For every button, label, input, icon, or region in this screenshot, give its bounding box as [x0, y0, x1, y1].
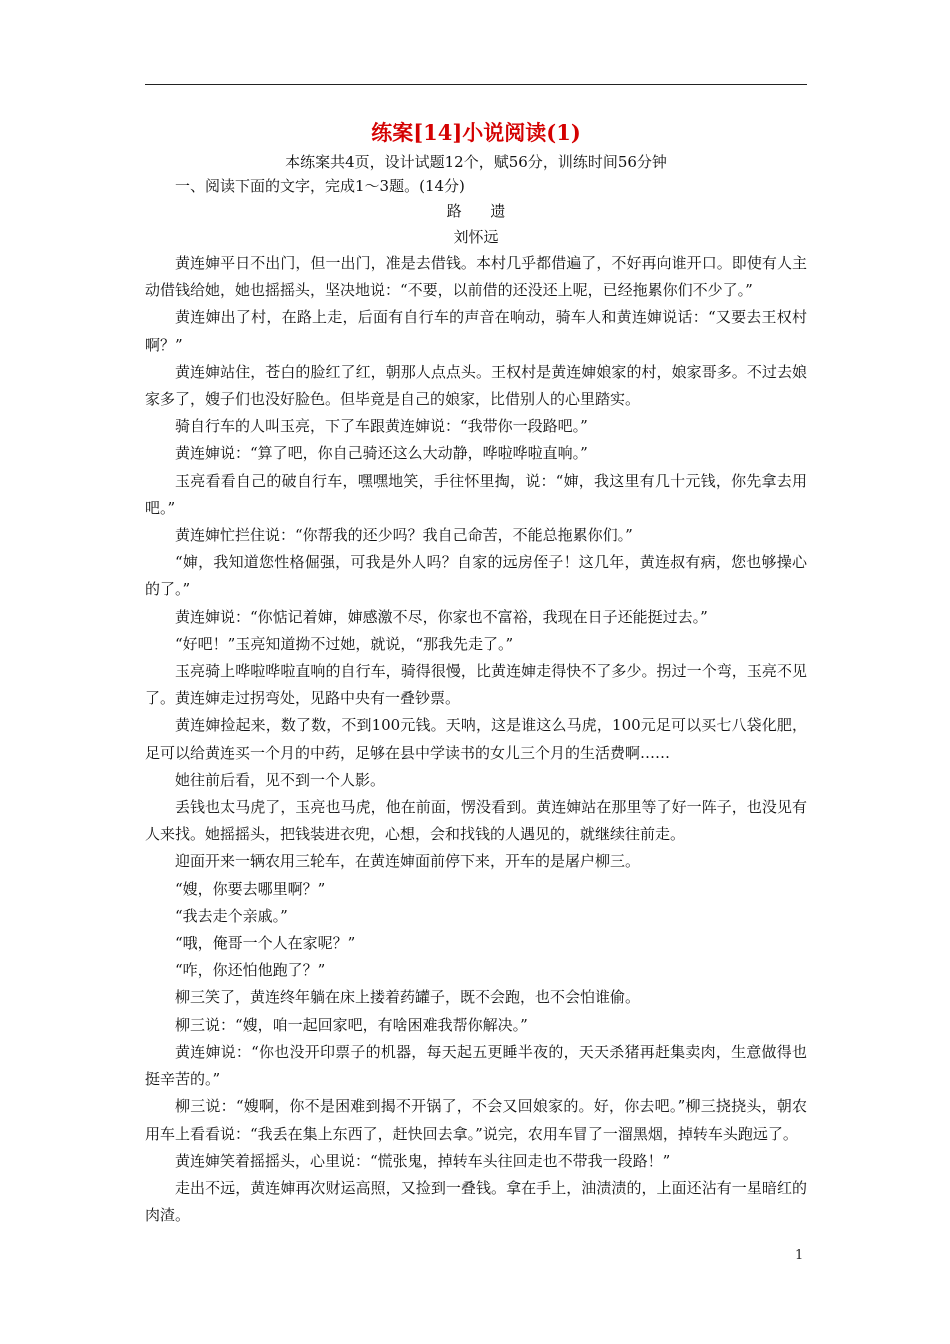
- story-paragraph: “嫂，你要去哪里啊？”: [175, 879, 326, 898]
- story-paragraph: 玉亮骑上哗啦哗啦直响的自行车，骑得很慢，比黄连婶走得快不了多少。拐过一个弯，玉亮不见了。黄连婶走过拐弯处，见路中央有一叠钞票。: [145, 662, 807, 708]
- story-title: 路 遗: [446, 202, 518, 220]
- story-paragraph: 她往前后看，见不到一个人影。: [175, 770, 386, 789]
- story-paragraph: 迎面开来一辆农用三轮车，在黄连婶面前停下来，开车的是屠户柳三。: [175, 852, 641, 871]
- story-paragraph: 走出不远，黄连婶再次财运高照，又捡到一叠钱。拿在手上，油渍渍的，上面还沾有一星暗红的肉渣。: [145, 1178, 807, 1225]
- section-instruction: 一、阅读下面的文字，完成1～3题。(14分): [175, 177, 465, 195]
- story-text: [145, 250, 807, 1229]
- story-paragraph: 黄连婶忙拦住说：“你帮我的还少吗？我自己命苦，不能总拖累你们。”: [175, 526, 633, 545]
- story-paragraph: 黄连婶出了村，在路上走，后面有自行车的声音在响动，骑车人和黄连婶说话：“又要去王权村啊？”: [145, 308, 807, 354]
- story-paragraph: “我去走个亲戚。”: [175, 906, 288, 925]
- story-paragraph: 柳三笑了，黄连终年躺在床上搂着药罐子，既不会跑，也不会怕谁偷。: [175, 988, 641, 1007]
- story-paragraph: 柳三说：“嫂啊，你不是困难到揭不开锅了，不会又回娘家的。好，你去吧。”柳三挠挠头，朝农用车上看看说：“我丢在集上东西了，赶快回去拿。”说完，农用车冒了一溜黑烟，掉转车头跑远了。: [145, 1097, 807, 1143]
- story-author: 刘怀远: [453, 228, 499, 246]
- header-rule: [145, 84, 807, 85]
- story-paragraph: 黄连婶站住，苍白的脸红了红，朝那人点点头。王权村是黄连婶娘家的村，娘家哥多。不过去娘家多了，嫂子们也没好脸色。但毕竟是自己的娘家，比借别人的心里踏实。: [145, 362, 807, 409]
- page-number: 1: [795, 1248, 804, 1263]
- story-paragraph: 骑自行车的人叫玉亮，下了车跟黄连婶说：“我带你一段路吧。”: [175, 417, 588, 436]
- story-paragraph: “咋，你还怕他跑了？”: [175, 961, 326, 980]
- page-title: 练案[14]小说阅读(1): [371, 120, 581, 145]
- story-paragraph: “好吧！”玉亮知道拗不过她，就说，“那我先走了。”: [175, 634, 514, 653]
- story-paragraph: 黄连婶说：“算了吧，你自己骑还这么大动静，哗啦哗啦直响。”: [175, 444, 588, 463]
- story-paragraph: 丢钱也太马虎了，玉亮也马虎，他在前面，愣没看到。黄连婶站在那里等了好一阵子，也没见有人来找。她摇摇头，把钱装进衣兜，心想，会和找钱的人遇见的，就继续往前走。: [145, 798, 807, 844]
- exercise-meta: 本练案共4页，设计试题12个，赋56分，训练时间56分钟: [285, 153, 667, 171]
- story-paragraph: 黄连婶笑着摇摇头，心里说：“慌张鬼，掉转车头往回走也不带我一段路！”: [175, 1151, 671, 1170]
- story-paragraph: “婶，我知道您性格倔强，可我是外人吗？自家的远房侄子！这几年，黄连叔有病，您也够操心的了。”: [145, 553, 807, 599]
- story-paragraph: 黄连婶平日不出门，但一出门，准是去借钱。本村几乎都借遍了，不好再向谁开口。即使有人主动借钱给她，她也摇摇头，坚决地说：“不要，以前借的还没还上呢，已经拖累你们不少了。”: [145, 254, 807, 300]
- story-paragraph: 黄连婶说：“你惦记着婶，婶感激不尽，你家也不富裕，我现在日子还能挺过去。”: [175, 607, 708, 626]
- story-paragraph: 黄连婶说：“你也没开印票子的机器，每天起五更睡半夜的，天天杀猪再赶集卖肉，生意做得也挺辛苦的。”: [145, 1042, 807, 1089]
- document-body: [145, 118, 807, 1229]
- story-paragraph: 黄连婶捡起来，数了数，不到100元钱。天呐，这是谁这么马虎，100元足可以买七八袋化肥，足可以给黄连买一个月的中药，足够在县中学读书的女儿三个月的生活费啊……: [145, 716, 807, 762]
- story-paragraph: 柳三说：“嫂，咱一起回家吧，有啥困难我帮你解决。”: [175, 1015, 528, 1034]
- story-paragraph: 玉亮看看自己的破自行车，嘿嘿地笑，手往怀里掏，说：“婶，我这里有几十元钱，你先拿去用吧。”: [145, 471, 807, 517]
- story-paragraph: “哦，俺哥一个人在家呢？”: [175, 934, 356, 953]
